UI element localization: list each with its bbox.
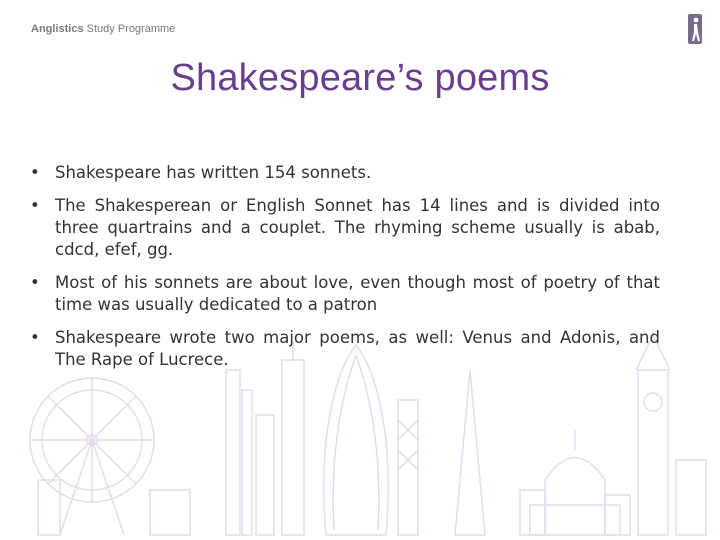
list-item-text: Shakespeare wrote two major poems, as well: Venus and Adonis, and The Rape of Lucrece.: [55, 328, 660, 369]
brand-subtitle: Study Programme: [83, 23, 176, 35]
list-item-text: Shakespeare has written 154 sonnets.: [55, 163, 372, 182]
brand-name: Anglistics: [31, 23, 84, 35]
bullet-marker: •: [30, 273, 40, 292]
list-item: [30, 327, 660, 371]
list-item-text: Most of his sonnets are about love, even though most of poetry of that time was usually dedicated to a patron: [55, 273, 660, 314]
programme-brand: [31, 23, 175, 35]
page-title: Shakespeare’s poems: [170, 57, 550, 99]
list-item: [30, 195, 660, 261]
list-item-text: The Shakesperean or English Sonnet has 14 lines and is divided into three quartrains and a couplet. The rhyming scheme usually is abab, cdcd, efef, gg.: [55, 196, 660, 259]
bullet-marker: •: [30, 328, 40, 347]
bullet-marker: •: [30, 163, 40, 182]
bullet-list: [30, 162, 660, 382]
figure-logo-icon: [688, 14, 702, 44]
list-item: [30, 272, 660, 316]
bullet-marker: •: [30, 196, 40, 215]
list-item: [30, 162, 660, 184]
